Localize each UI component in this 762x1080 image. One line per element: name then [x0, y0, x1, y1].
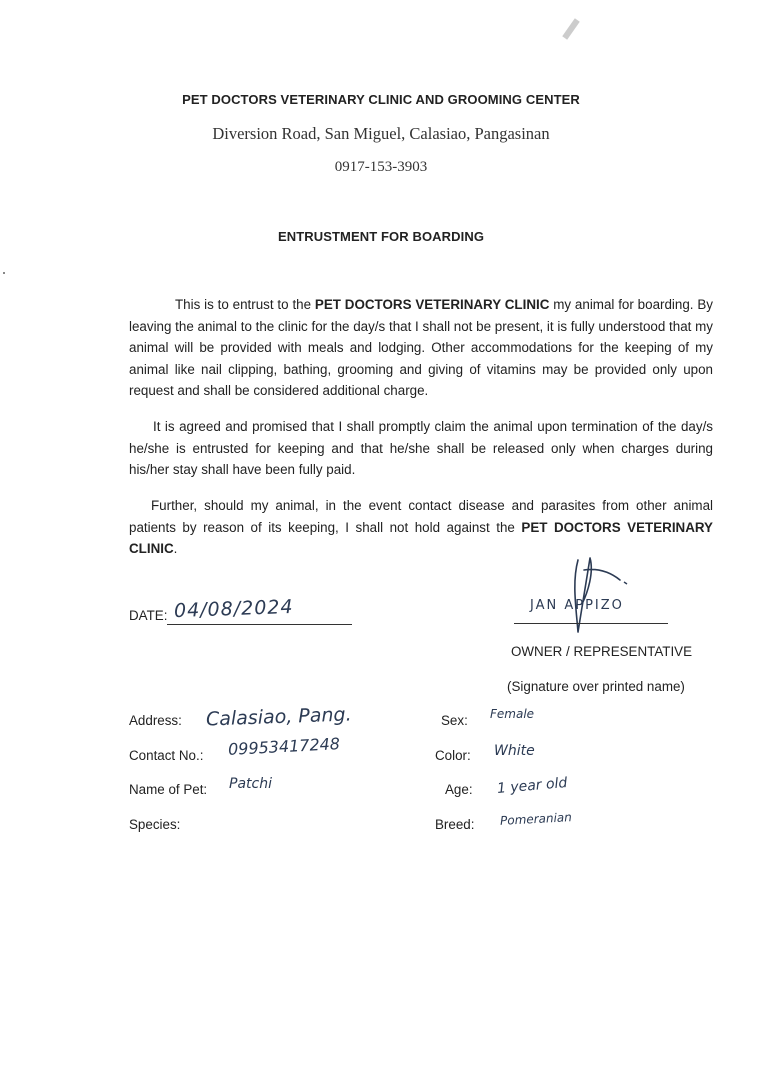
color-label: Color:: [435, 748, 471, 763]
contact-value: 09953417248: [227, 734, 341, 759]
pet-name-label: Name of Pet:: [129, 782, 208, 797]
date-value: 04/08/2024: [173, 595, 294, 623]
breed-label: Breed:: [435, 817, 475, 832]
scan-speck: [3, 272, 5, 274]
date-line: [167, 624, 352, 625]
document-title: ENTRUSTMENT FOR BOARDING: [277, 229, 485, 244]
breed-value: Pomeranian: [499, 810, 573, 828]
clinic-address: Diversion Road, San Miguel, Calasiao, Pangasinan: [212, 124, 550, 143]
signature-printed-name: JAN APPIZO: [530, 598, 624, 613]
body-paragraph-3: Further, should my animal, in the event contact disease and parasites from other animal patients by reason of its keeping, I shall not hold against the PET DOCTORS VETERINARY CLINIC.: [129, 498, 713, 556]
clinic-name: PET DOCTORS VETERINARY CLINIC AND GROOMING CENTER: [182, 92, 580, 107]
age-label: Age:: [445, 782, 473, 797]
sex-label: Sex:: [441, 713, 468, 728]
age-value: 1 year old: [496, 774, 568, 798]
address-value: Calasiao, Pang.: [205, 703, 352, 731]
pet-name-value: Patchi: [229, 776, 272, 792]
scan-mark: [562, 18, 580, 39]
clinic-name-bold: PET DOCTORS VETERINARY CLINIC: [314, 297, 550, 312]
body-paragraph-2: It is agreed and promised that I shall promptly claim the animal upon termination of the day/s he/she is entrusted for keeping and that he/she shall be released only when charges during his/her stay shall have been fully paid.: [129, 419, 713, 477]
species-label: Species:: [129, 817, 181, 832]
address-label: Address:: [129, 713, 182, 728]
signature-caption: OWNER / REPRESENTATIVE: [511, 644, 693, 659]
color-value: White: [494, 743, 535, 759]
signature-line: [514, 623, 668, 624]
date-label: DATE:: [129, 608, 168, 623]
contact-label: Contact No.:: [129, 748, 204, 763]
signature-sub-caption: (Signature over printed name): [507, 679, 685, 694]
body-paragraph-1: This is to entrust to the PET DOCTORS VETERINARY CLINIC my animal for boarding. By leaving the animal to the clinic for the day/s that I shall not be present, it is fully understood that my animal will be provided with meals and lodging. Other accommodations for the keeping of my animal like nail clipping, bathing, grooming and giving of vitamins may be provided only upon request and shall be considered additional charge.: [129, 297, 713, 398]
clinic-name-bold: PET DOCTORS VETERINARY CLINIC: [129, 519, 713, 556]
clinic-phone: 0917-153-3903: [334, 159, 428, 175]
sex-value: Female: [490, 707, 535, 721]
